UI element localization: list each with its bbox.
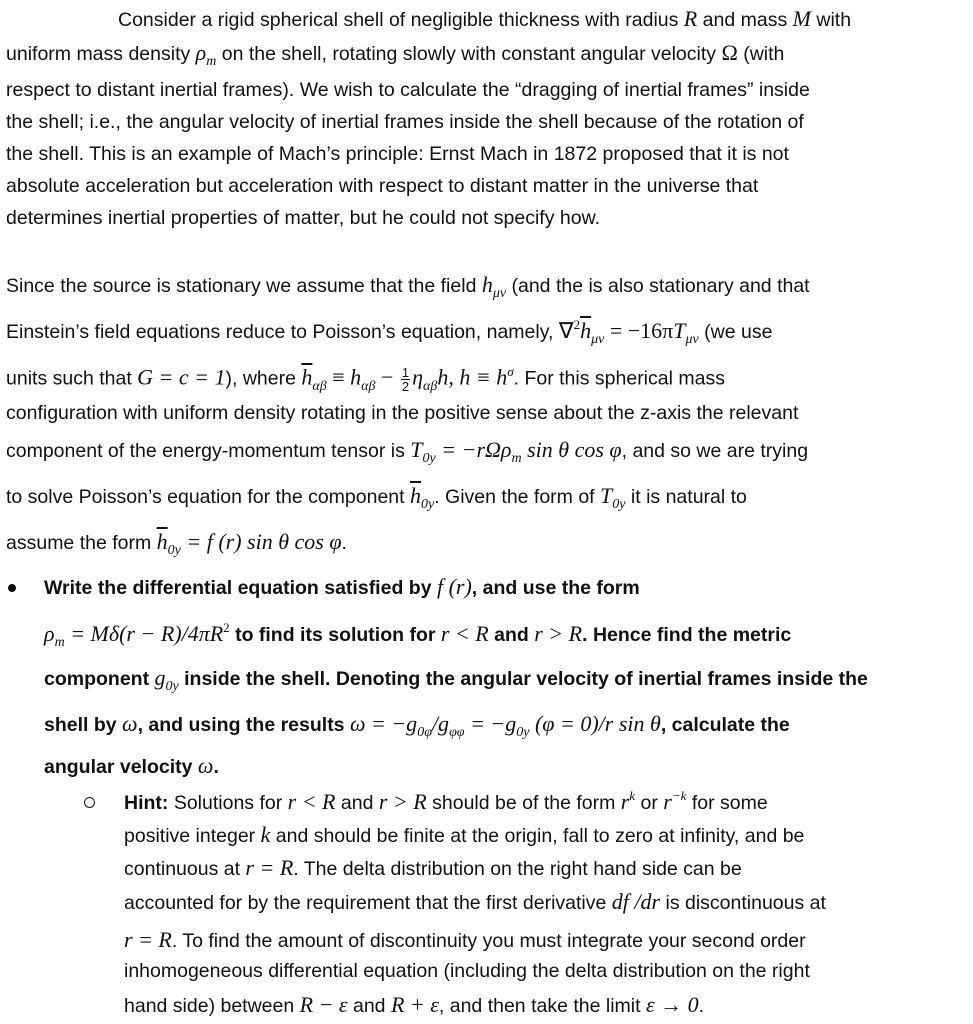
sub-bullet-circle-icon: [84, 797, 95, 808]
p2-line-5: component of the energy-momentum tensor is $T_{0y} = -r\Omega\rho_m$ sin θ cos φ, and so we are trying: [6, 437, 809, 466]
hint-line-3: continuous at r = R. The delta distribution on the right hand side can be: [124, 855, 742, 880]
p1-line-4: the shell; i.e., the angular velocity of inertial frames inside the shell because of the rotation of: [6, 111, 804, 133]
bullet-line-4: shell by ω, and using the results $\omega = -g_{0\varphi}/g_{\varphi\varphi} = -g_{0y}$ (φ = 0)/r sin θ, calculate the: [44, 711, 790, 740]
bullet-point-icon: [8, 584, 16, 592]
p1-line-5: the shell. This is an example of Mach’s principle: Ernst Mach in 1872 proposed that it is not: [6, 143, 789, 165]
p2-line-7: assume the form $\overline{h}_{0y} = f$ (r) sin θ cos φ.: [6, 529, 347, 558]
hint-line-4: accounted for by the requirement that the first derivative df /dr is discontinuous at: [124, 889, 826, 914]
bullet-line-3: component $g_{0y}$ inside the shell. Denoting the angular velocity of inertial frames inside the: [44, 665, 868, 694]
p2-line-1: Since the source is stationary we assume that the field $h_{\mu\nu}$ (and the is also stationary and that: [6, 272, 810, 301]
bullet-line-2: $\rho_m = M\delta(r - R)/4\pi R^2$ to find its solution for r < R and r > R. Hence find the metric: [44, 620, 792, 650]
p1-line-3: respect to distant inertial frames). We wish to calculate the “dragging of inertial frames” inside: [6, 79, 810, 101]
hint-line-1: Hint: Solutions for r < R and r > R should be of the form $r^k$ or $r^{-k}$ for some: [124, 788, 768, 814]
p1-line-7: determines inertial properties of matter, but he could not specify how.: [6, 207, 600, 229]
hint-line-6: inhomogeneous differential equation (including the delta distribution on the right: [124, 960, 810, 982]
p2-line-3: units such that G = c = 1), where $\overline{h}_{\alpha\beta} \equiv h_{\alpha\beta}$ − $\frac{1}{2}$ $\eta_{\alpha\beta}h$, $h \equiv h^\sigma$. For this spherical mass: [6, 363, 725, 394]
p2-line-6: to solve Poisson’s equation for the component $\overline{h}_{0y}$. Given the form of $T_{0y}$ it is natural to: [6, 483, 747, 512]
bullet-line-5: angular velocity ω.: [44, 753, 219, 778]
p1-line-2: uniform mass density $\rho_m$ on the shell, rotating slowly with constant angular velocity Ω (with: [6, 40, 785, 69]
p2-line-2: Einstein’s field equations reduce to Poisson’s equation, namely, $\nabla^2\overline{h}_{\mu\nu} = -16\pi T_{\mu\nu}$ (we use: [6, 317, 773, 347]
p1-line-1: Consider a rigid spherical shell of negligible thickness with radius R and mass M with: [118, 6, 852, 31]
hint-line-7: hand side) between R − ε and R + ε, and then take the limit ε → 0.: [124, 992, 705, 1017]
hint-line-5: r = R. To find the amount of discontinuity you must integrate your second order: [124, 927, 806, 952]
p1-line-6: absolute acceleration but acceleration with respect to distant matter in the universe that: [6, 175, 759, 197]
bullet-line-1: Write the differential equation satisfied by f (r), and use the form: [44, 574, 640, 599]
hint-line-2: positive integer k and should be finite at the origin, fall to zero at infinity, and be: [124, 822, 805, 847]
p2-line-4: configuration with uniform density rotating in the positive sense about the z-axis the relevant: [6, 402, 799, 424]
